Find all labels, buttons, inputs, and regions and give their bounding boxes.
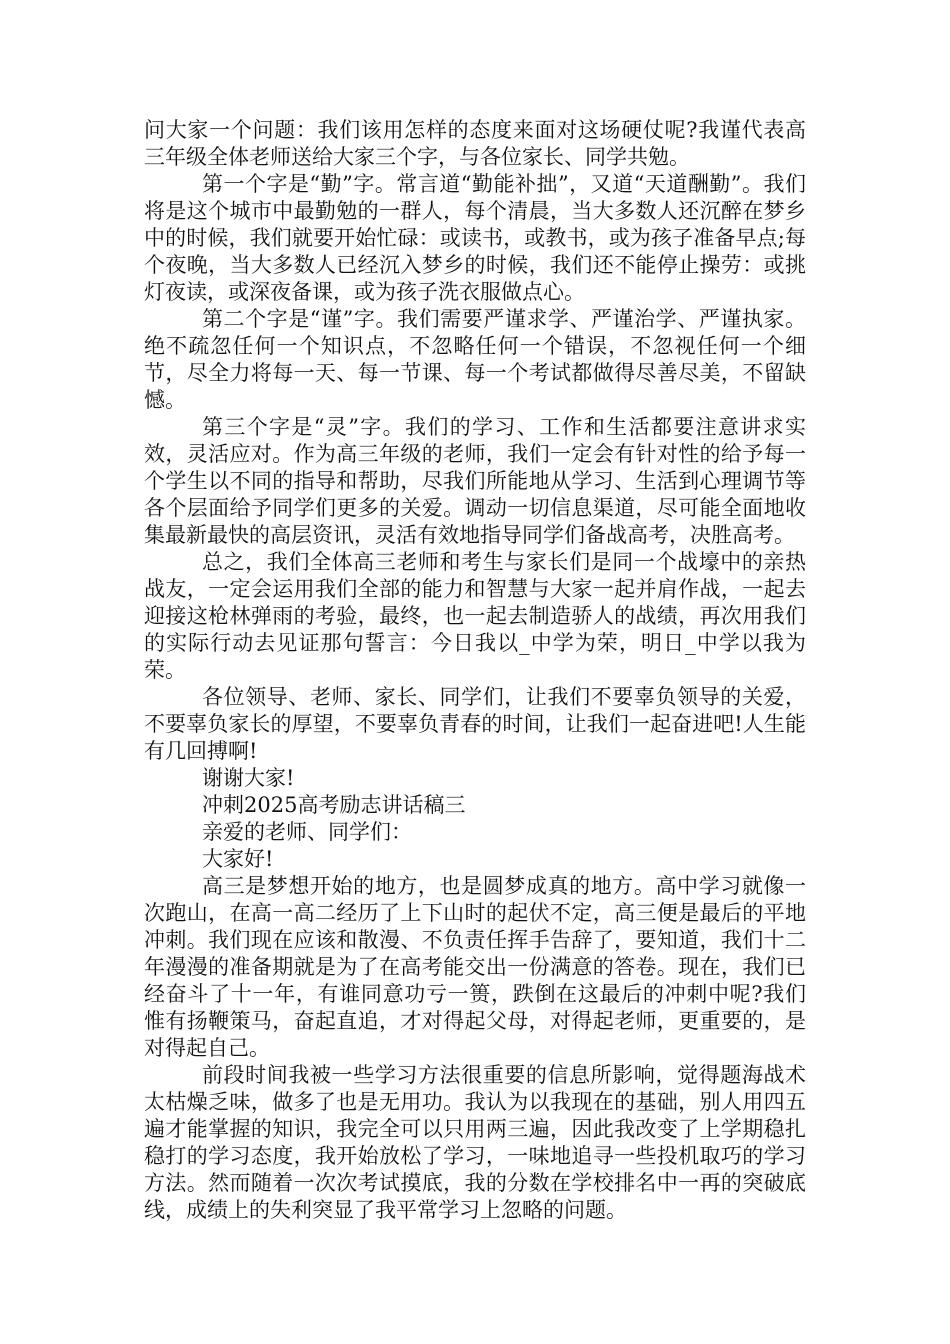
- document-body: [144, 117, 806, 1224]
- paragraph-flexibility: 第三个字是“灵”字。我们的学习、工作和生活都要注意讲求实效，灵活应对。作为高三年级的老师，我们一定会有针对性的给予每一个学生以不同的指导和帮助，尽我们所能地从学习、生活到心理调节等各个层面给予同学们更多的关爱。调动一切信息渠道，尽可能全面地收集最新最快的高层资讯，灵活有效地指导同学们备战高考，决胜高考。: [144, 415, 806, 547]
- greeting: 大家好!: [202, 847, 274, 871]
- salutation: 亲爱的老师、同学们：: [202, 820, 412, 844]
- paragraph-appeal: 各位领导、老师、家长、同学们，让我们不要辜负领导的关爱，不要辜负家长的厚望，不要辜负青春的时间，让我们一起奋进吧!人生能有几回搏啊!: [144, 685, 806, 763]
- paragraph-intro: 问大家一个问题：我们该用怎样的态度来面对这场硬仗呢?我谨代表高三年级全体老师送给大家三个字，与各位家长、同学共勉。: [144, 118, 806, 169]
- paragraph-study-method: 前段时间我被一些学习方法很重要的信息所影响，觉得题海战术太枯燥乏味，做多了也是无用功。我认为以我现在的基础，别人用四五遍才能掌握的知识，我完全可以只用两三遍，因此我改变了上学期稳扎稳打的学习态度，我开始放松了学习，一味地追寻一些投机取巧的学习方法。然而随着一次次考试摸底，我的分数在学校排名中一再的突破底线，成绩上的失利突显了我平常学习上忽略的问题。: [144, 1063, 806, 1222]
- section-title: 冲刺2025高考励志讲话稿三: [202, 793, 466, 817]
- paragraph-summary: 总之，我们全体高三老师和考生与家长们是同一个战壕中的亲热战友，一定会运用我们全部的能力和智慧与大家一起并肩作战，一起去迎接这枪林弹雨的考验，最终，也一起去制造骄人的战绩，再次用我们的实际行动去见证那句誓言：今日我以_中学为荣，明日_中学以我为荣。: [144, 550, 806, 682]
- paragraph-senior-year: 高三是梦想开始的地方，也是圆梦成真的地方。高中学习就像一次跑山，在高一高二经历了上下山时的起伏不定，高三便是最后的平地冲刺。我们现在应该和散漫、不负责任挥手告辞了，要知道，我们十二年漫漫的准备期就是为了在高考能交出一份满意的答卷。现在，我们已经奋斗了十一年，有谁同意功亏一篑，跌倒在这最后的冲刺中呢?我们惟有扬鞭策马，奋起直追，才对得起父母，对得起老师，更重要的，是对得起自己。: [144, 874, 806, 1060]
- paragraph-diligence: 第一个字是“勤”字。常言道“勤能补拙”，又道“天道酬勤”。我们将是这个城市中最勤勉的一群人，每个清晨，当大多数人还沉醉在梦乡中的时候，我们就要开始忙碌：或读书，或教书，或为孩子准备早点;每个夜晚，当大多数人已经沉入梦乡的时候，我们还不能停止操劳：或挑灯夜读，或深夜备课，或为孩子洗衣服做点心。: [144, 172, 806, 304]
- paragraph-thanks: 谢谢大家!: [202, 766, 295, 790]
- paragraph-rigor: 第二个字是“谨”字。我们需要严谨求学、严谨治学、严谨执家。绝不疏忽任何一个知识点，不忽略任何一个错误，不忽视任何一个细节，尽全力将每一天、每一节课、每一个考试都做得尽善尽美，不留缺憾。: [144, 307, 806, 412]
